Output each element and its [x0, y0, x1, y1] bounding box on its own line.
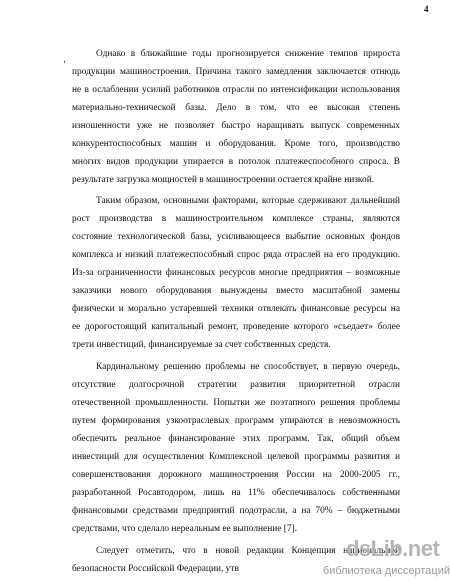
- paragraph-2-line-8: ее дорогостоящий капитальный ремонт, проведение которого «съедает» более: [72, 322, 400, 332]
- paragraph-1-line-2: продукции машиностроения. Причина такого замедления заключается отнюдь: [72, 67, 400, 77]
- paragraph-1-line-7: многих видов продукции упирается в потолок платежеспособного спроса. В: [72, 157, 400, 167]
- paragraph-3-line-5: обеспечить реальное финансирование этих программ. Так, общий объем: [72, 434, 400, 444]
- paragraph-2-line-6: заказчики нового оборудования вынуждены вместо масштабной замены: [72, 286, 400, 296]
- paragraph-3-line-1: Кардинальному решению проблемы не способствует, в первую очередь,: [96, 362, 400, 372]
- paragraph-2-line-1: Таким образом, основными факторами, которые сдерживают дальнейший: [96, 196, 400, 206]
- paragraph-2-line-9: трети инвестиций, финансируемые за счет собственных средств.: [72, 340, 331, 350]
- paragraph-2-line-2: рост производства в машиностроительном комплексе страны, являются: [72, 214, 400, 224]
- page-number: 4: [424, 4, 429, 14]
- dslib-watermark: [322, 536, 450, 582]
- paragraph-3-line-3: отечественной промышленности. Попытки же поэтапного решения проблемы: [72, 398, 400, 408]
- paragraph-2-line-4: комплекса и низкий платежеспособный спрос ряда отраслей на его продукцию.: [72, 250, 400, 260]
- dslib-caption: библиотека диссертаций: [322, 565, 450, 577]
- paragraph-4-line-1: Следует отметить, что в новой редакции Концепция национальной: [96, 546, 400, 556]
- paragraph-2-line-7: физически и морально устаревшей техники отвлекать финансовые ресурсы на: [72, 304, 400, 314]
- paragraph-3-line-7: совершенствования дорожного машиностроения России на 2000-2005 гг.,: [72, 470, 400, 480]
- paragraph-2-line-5: Из-за ограниченности финансовых ресурсов многие предприятия – возможные: [72, 268, 400, 278]
- paragraph-1-line-6: конкурентоспособных машин и оборудования. Кроме того, производство: [72, 139, 400, 149]
- paragraph-1-line-3: не в ослаблении усилий работников отрасли по интенсификации использования: [72, 85, 400, 95]
- paragraph-2-line-3: состояние технологической базы, усиливающееся выбытие основных фондов: [72, 232, 400, 242]
- paragraph-3-line-2: отсутствие долгосрочной стратегии развития приоритетной отрасли: [72, 380, 400, 390]
- margin-mark: ‚: [63, 54, 66, 64]
- paragraph-1-line-8: результате загрузка мощностей в машиностроении остается крайне низкой.: [72, 175, 375, 185]
- paragraph-3-line-6: инвестиций для осуществления Комплексной целевой программы развития и: [72, 452, 400, 462]
- paragraph-3-line-4: путем формирования узкоотраслевых программ упираются в невозможность: [72, 416, 400, 426]
- paragraph-1-line-5: изношенности уже не позволяет быстро наращивать выпуск современных: [72, 121, 400, 131]
- dslib-logo: dsLib.net: [346, 536, 440, 561]
- paragraph-4-line-2: безопасности Российской Федерации, утв: [72, 564, 239, 574]
- paragraph-3-line-9: финансовыми средствами предприятий подотрасли, а на 70% – бюджетными: [72, 506, 400, 516]
- paragraph-1-line-1: Однако в ближайшие годы прогнозируется снижение темпов прироста: [96, 49, 400, 59]
- paragraph-1-line-4: материально-технической базы. Дело в том, что ее высокая степень: [72, 103, 400, 113]
- paragraph-3-line-10: средствами, что сделало нереальным ее выполнение [7].: [72, 524, 298, 534]
- paragraph-3-line-8: разработанной Росавтодором, лишь на 11% обеспечивалось собственными: [72, 488, 400, 498]
